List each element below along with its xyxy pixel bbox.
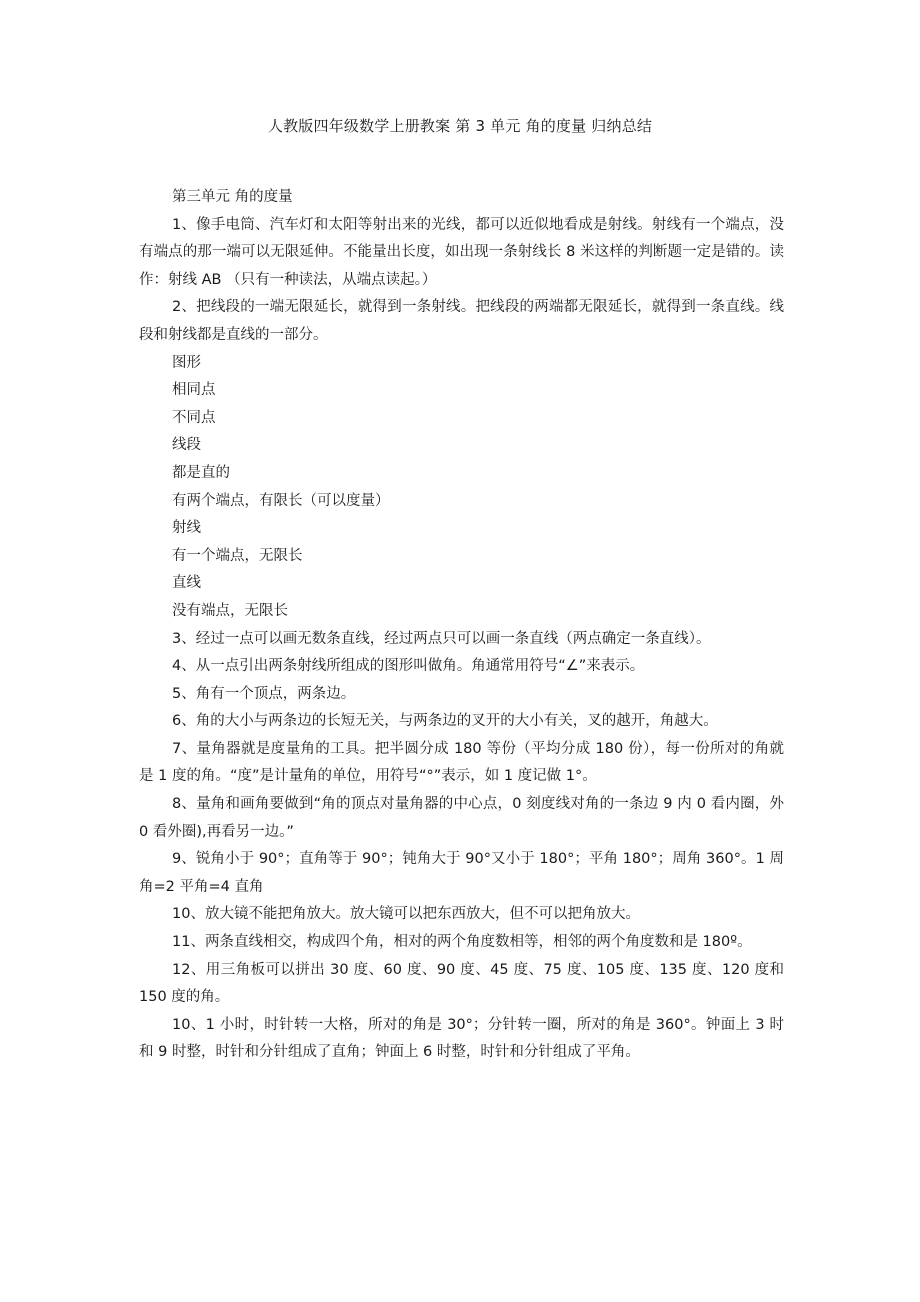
paragraph-12: 12、用三角板可以拼出 30 度、60 度、90 度、45 度、75 度、105 度、135 度、120 度和 150 度的角。 (139, 961, 784, 1006)
paragraph-8: 8、量角和画角要做到“角的顶点对量角器的中心点，0 刻度线对角的一条边 9 内 0 看内圈，外 0 看外圈),再看另一边。” (139, 796, 784, 840)
document-body (139, 184, 784, 1067)
paragraph-5: 5、角有一个顶点，两条边。 (172, 685, 356, 702)
paragraph-2: 2、把线段的一端无限延长，就得到一条射线。把线段的两端都无限延长，就得到一条直线。线段和射线都是直线的一部分。 (139, 299, 784, 343)
paragraph-9: 9、锐角小于 90°；直角等于 90°；钝角大于 90°又小于 180°；平角 180°；周角 360°。1 周角=2 平角=4 直角 (139, 851, 784, 895)
table-label-segment: 线段 (172, 437, 201, 454)
table-label-different: 不同点 (172, 409, 216, 426)
table-label-same: 相同点 (172, 382, 216, 399)
paragraph-10: 10、放大镜不能把角放大。放大镜可以把东西放大，但不可以把角放大。 (172, 906, 640, 923)
paragraph-11: 11、两条直线相交，构成四个角，相对的两个角度数相等，相邻的两个角度数和是 180º。 (172, 934, 752, 951)
paragraph-13: 10、1 小时，时针转一大格，所对的角是 30°；分针转一圈，所对的角是 360°。钟面上 3 时和 9 时整，时针和分针组成了直角；钟面上 6 时整，时针和分针组成了平角。 (139, 1016, 784, 1061)
paragraph-3: 3、经过一点可以画无数条直线，经过两点只可以画一条直线（两点确定一条直线）。 (172, 630, 711, 647)
paragraph-4: 4、从一点引出两条射线所组成的图形叫做角。角通常用符号“∠”来表示。 (172, 658, 645, 675)
paragraph-1: 1、像手电筒、汽车灯和太阳等射出来的光线，都可以近似地看成是射线。射线有一个端点，没有端点的那一端可以无限延伸。不能量出长度，如出现一条射线长 8 米这样的判断题一定是错的。读作：射线 AB （只有一种读法，从端点读起。） (139, 216, 784, 288)
table-label-ray: 射线 (172, 520, 201, 537)
paragraph-6: 6、角的大小与两条边的长短无关，与两条边的叉开的大小有关，叉的越开，角越大。 (172, 713, 718, 730)
table-label-line-desc: 没有端点，无限长 (172, 602, 288, 619)
table-label-shape: 图形 (172, 354, 201, 371)
table-label-straight: 都是直的 (172, 464, 230, 481)
paragraph-7: 7、量角器就是度量角的工具。把半圆分成 180 等份（平均分成 180 份），每一份所对的角就是 1 度的角。“度”是计量角的单位，用符号“°”表示，如 1 度记做 1°。 (139, 740, 784, 785)
section-heading: 第三单元 角的度量 (172, 189, 293, 205)
table-label-ray-desc: 有一个端点，无限长 (172, 547, 303, 564)
table-label-line: 直线 (172, 575, 201, 592)
table-label-segment-desc: 有两个端点，有限长（可以度量） (172, 492, 390, 509)
document-title: 人教版四年级数学上册教案 第 3 单元 角的度量 归纳总结 (267, 117, 653, 135)
